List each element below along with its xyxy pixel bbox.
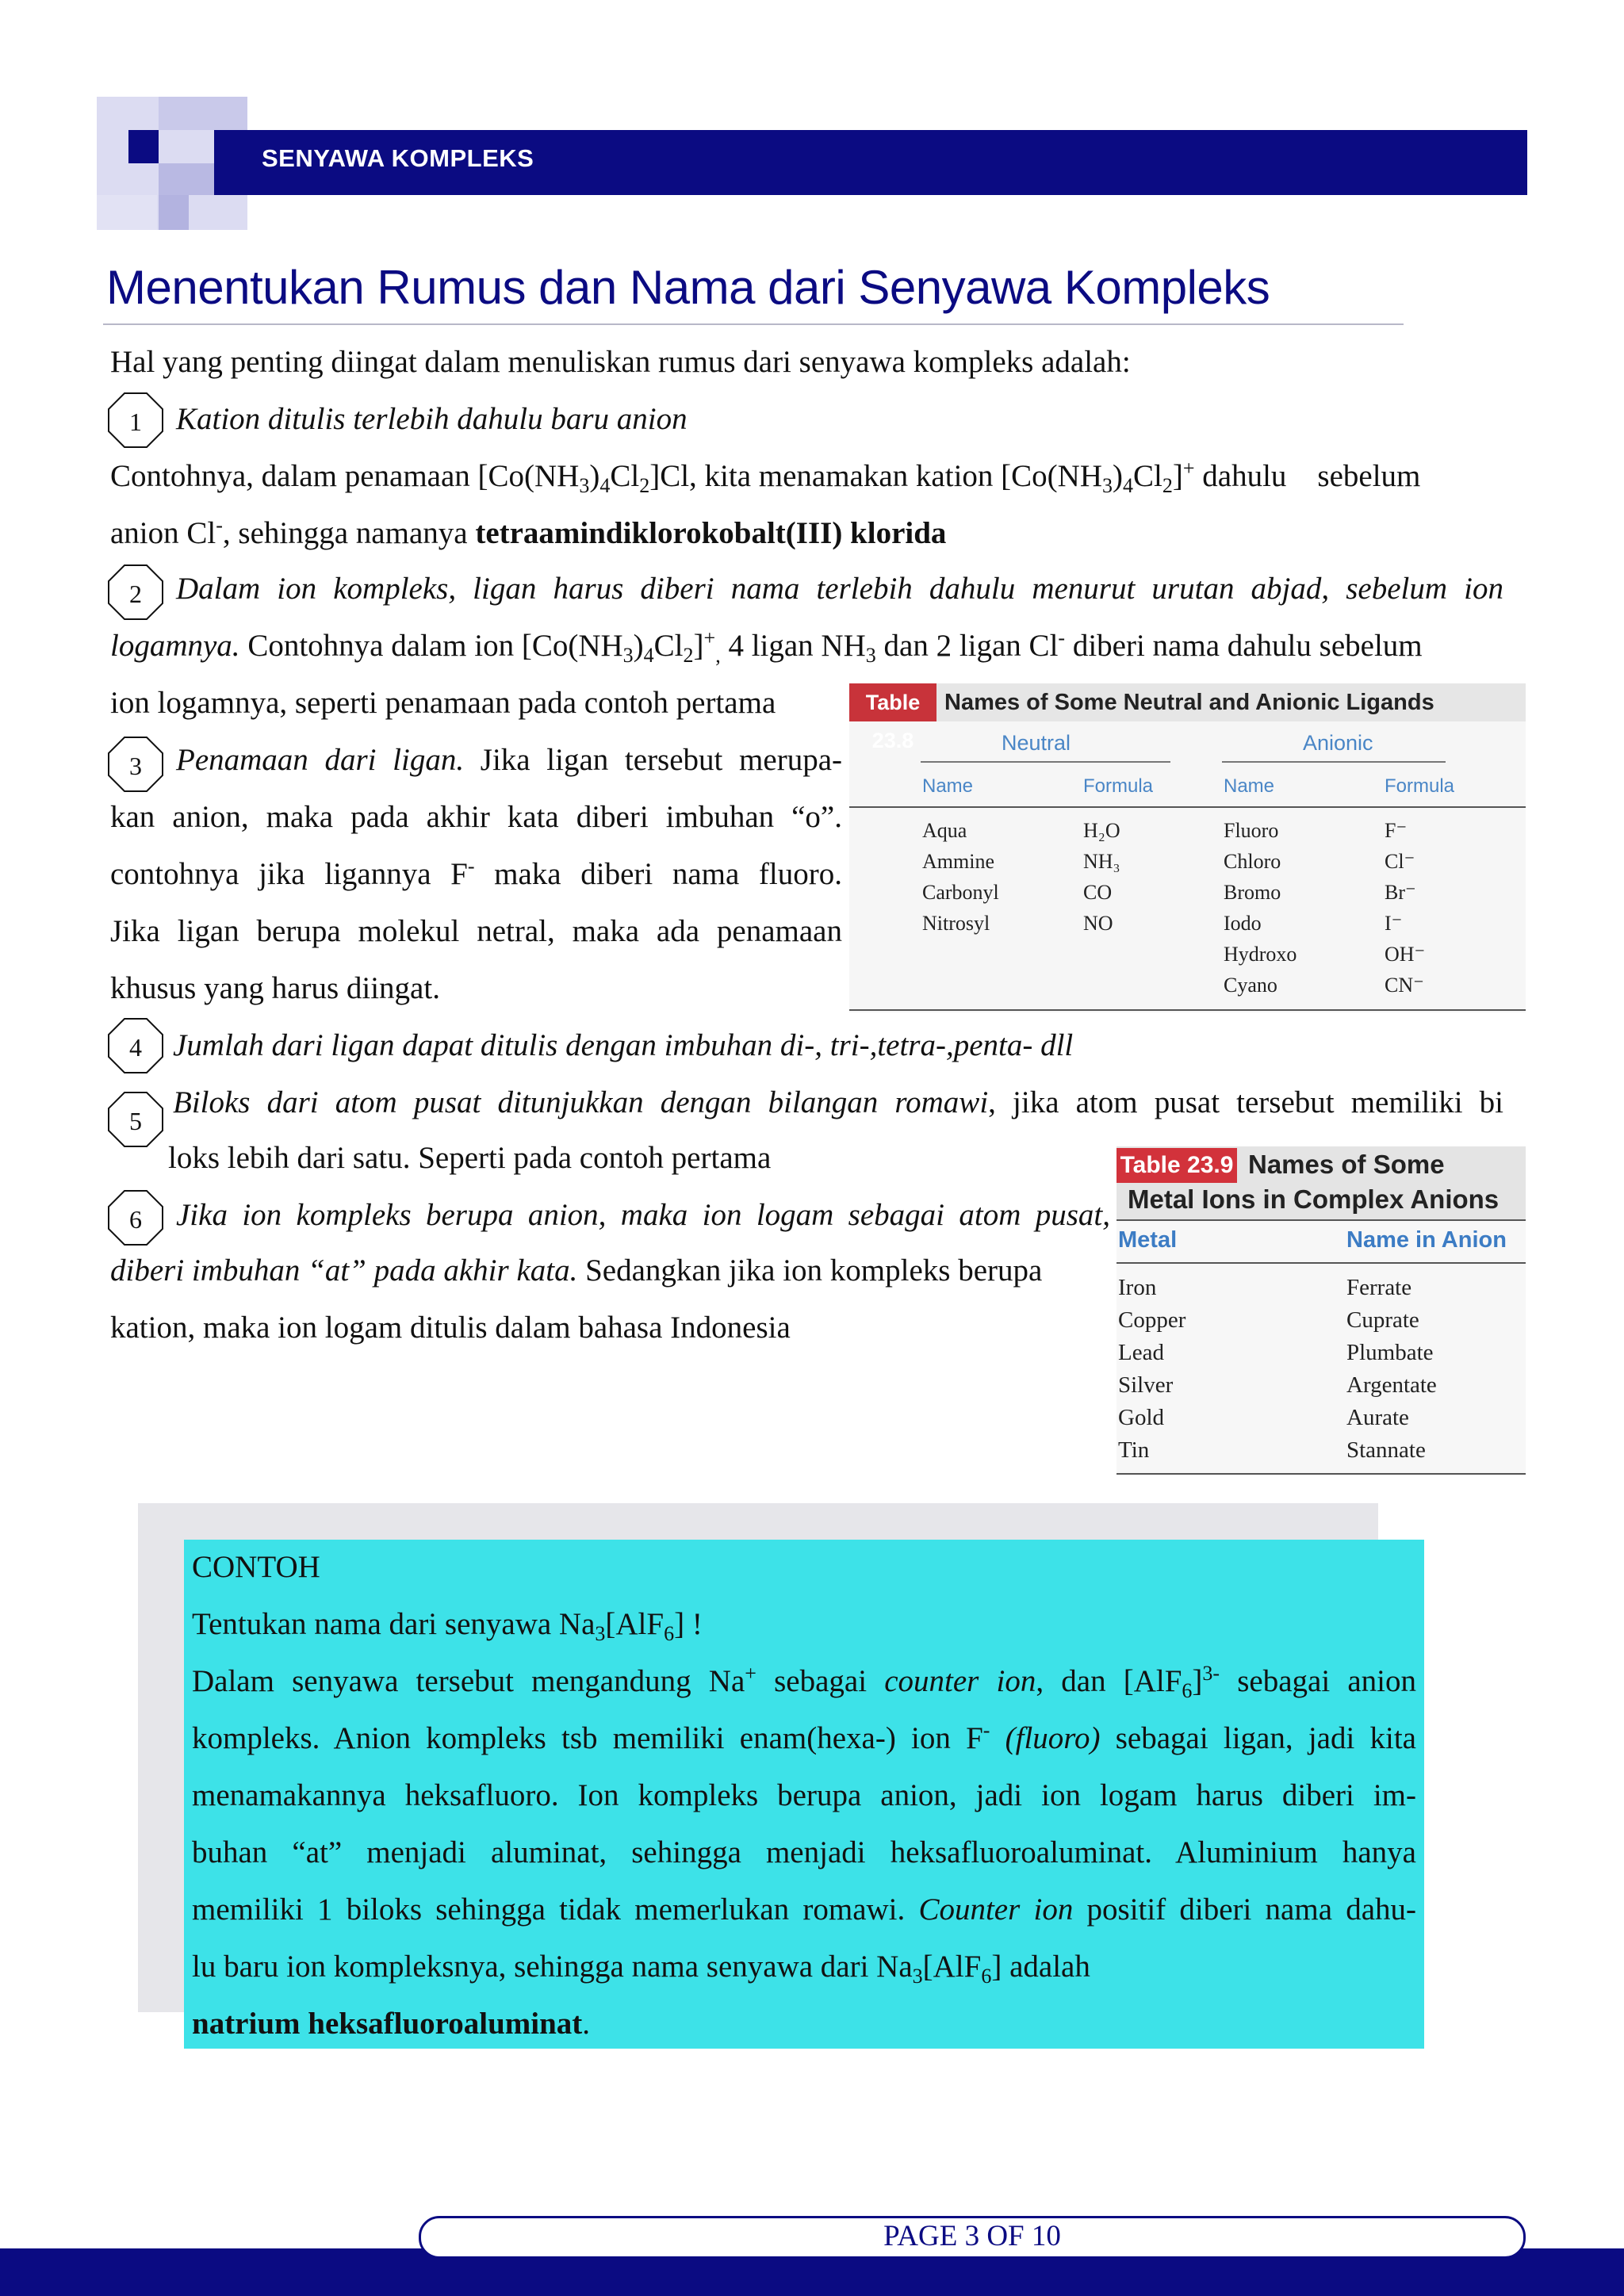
rule-3-line-5: khusus yang harus diingat. [110,971,440,1005]
title-divider [103,323,1404,325]
table-23-8-caption: Names of Some Neutral and Anionic Ligands [944,690,1434,715]
col-metal: Metal [1118,1227,1178,1253]
number-marker-3: 3 [107,736,164,793]
page-title: Menentukan Rumus dan Nama dari Senyawa Kompleks [106,261,1270,314]
table-23-9 [1116,1146,1526,1475]
rule-3-line-3: contohnya jika ligannya F- maka diberi nama fluoro. [110,855,842,891]
rule-1-example-line-1: Contohnya, dalam penamaan $[Co(NH_3)_4Cl_2]Cl$, kita menamakan kation $[Co(NH_3)_4Cl_2]^+$ dahulu sebelum [110,457,1421,497]
table-23-8 [849,683,1526,1012]
rule-6-heading: Jika ion kompleks berupa anion, maka ion logam sebagai atom pusat, [176,1198,1110,1232]
table-row: F⁻ Cl⁻ Br⁻ I⁻ OH⁻ CN⁻ [1385,819,1426,997]
page-number: PAGE 3 OF 10 [883,2220,1061,2252]
rule-3-line-4: Jika ligan berupa molekul netral, maka ada penamaan [110,914,842,948]
example-answer: natrium heksafluoroaluminat. [192,2007,591,2041]
col-formula-anionic: Formula [1385,775,1455,797]
rule-6-line-3: kation, maka ion logam ditulis dalam bahasa Indonesia [110,1311,791,1345]
rule-1-example-line-2: anion Cl-, sehingga namanya tetraamindiklorokobalt(III) klorida [110,514,947,550]
table-row: Fluoro Chloro Bromo Iodo Hydroxo Cyano [1224,819,1297,997]
group-anionic: Anionic [1303,731,1373,755]
rule-4-heading: Jumlah dari ligan dapat ditulis dengan imbuhan di-, tri-,tetra-,penta- dll [173,1028,1074,1062]
table-row: Aqua Ammine Carbonyl Nitrosyl [922,819,999,935]
col-name-in-anion: Name in Anion [1346,1227,1507,1253]
rule-5-heading: Biloks dari atom pusat ditunjukkan dengan bilangan romawi, jika atom pusat tersebut memiliki bi [173,1085,1503,1119]
rule-3-line-2: kan anion, maka pada akhir kata diberi imbuhan “o”. [110,800,842,834]
number-marker-4: 4 [107,1017,164,1074]
example-question: Tentukan nama dari senyawa $Na_3[AlF_6]$ ! [192,1607,703,1645]
example-line-3: menamakannya heksafluoro. Ion kompleks berupa anion, jadi ion logam harus diberi im- [192,1778,1416,1812]
group-neutral: Neutral [1002,731,1071,755]
table-23-9-caption-1: Names of Some [1248,1150,1445,1179]
number-marker-1: 1 [107,392,164,449]
table-row: H₂O NH₃ CO NO [1083,819,1120,935]
table-23-8-tag: Table 23.8 [849,683,936,721]
header-title: SENYAWA KOMPLEKS [262,144,534,172]
rule-5-line-2: loks lebih dari satu. Seperti pada contoh pertama [168,1141,772,1175]
table-row: Iron Copper Lead Silver Gold Tin [1118,1275,1186,1463]
number-marker-5: 5 [107,1091,164,1148]
rule-2-line-3: ion logamnya, seperti penamaan pada contoh pertama [110,686,776,720]
number-marker-6: 6 [107,1189,164,1246]
intro-text: Hal yang penting diingat dalam menuliskan rumus dari senyawa kompleks adalah: [110,345,1131,379]
col-name-neutral: Name [922,775,974,797]
example-line-6: lu baru ion kompleksnya, sehingga nama senyawa dari $Na_3[AlF_6]$ adalah [192,1950,1090,1988]
col-formula-neutral: Formula [1083,775,1154,797]
example-label: CONTOH [192,1550,320,1584]
rule-1-heading: Kation ditulis terlebih dahulu baru anion [176,402,688,436]
number-marker-2: 2 [107,564,164,621]
table-row: Ferrate Cuprate Plumbate Argentate Aurate Stannate [1346,1275,1437,1463]
rule-2-line-2: logamnya. Contohnya dalam ion $[Co(NH_3)_4Cl_2]^+_,$ 4 ligan $NH_3$ dan 2 ligan Cl- diberi nama dahulu sebelum [110,626,1423,667]
col-name-anionic: Name [1224,775,1275,797]
table-23-9-caption-2: Metal Ions in Complex Anions [1128,1184,1500,1214]
example-line-5: memiliki 1 biloks sehingga tidak memerlukan romawi. Counter ion positif diberi nama dahu- [192,1892,1416,1927]
rule-6-line-2: diberi imbuhan “at” pada akhir kata. Sedangkan jika ion kompleks berupa [110,1253,1043,1288]
rule-2-heading: Dalam ion kompleks, ligan harus diberi nama terlebih dahulu menurut urutan abjad, sebelum ion [176,572,1503,606]
example-line-1: Dalam senyawa tersebut mengandung Na+ sebagai counter ion, dan $[AlF_6]^{3-}$ sebagai anion [192,1662,1416,1702]
table-23-9-tag: Table 23.9 [1116,1148,1237,1183]
example-line-2: kompleks. Anion kompleks tsb memiliki enam(hexa-) ion F- (fluoro) sebagai ligan, jadi kita [192,1719,1416,1755]
rule-3-heading: Penamaan dari ligan. Jika ligan tersebut merupa- [176,743,842,777]
example-line-4: buhan “at” menjadi aluminat, sehingga menjadi heksafluoroaluminat. Aluminium hanya [192,1835,1416,1869]
